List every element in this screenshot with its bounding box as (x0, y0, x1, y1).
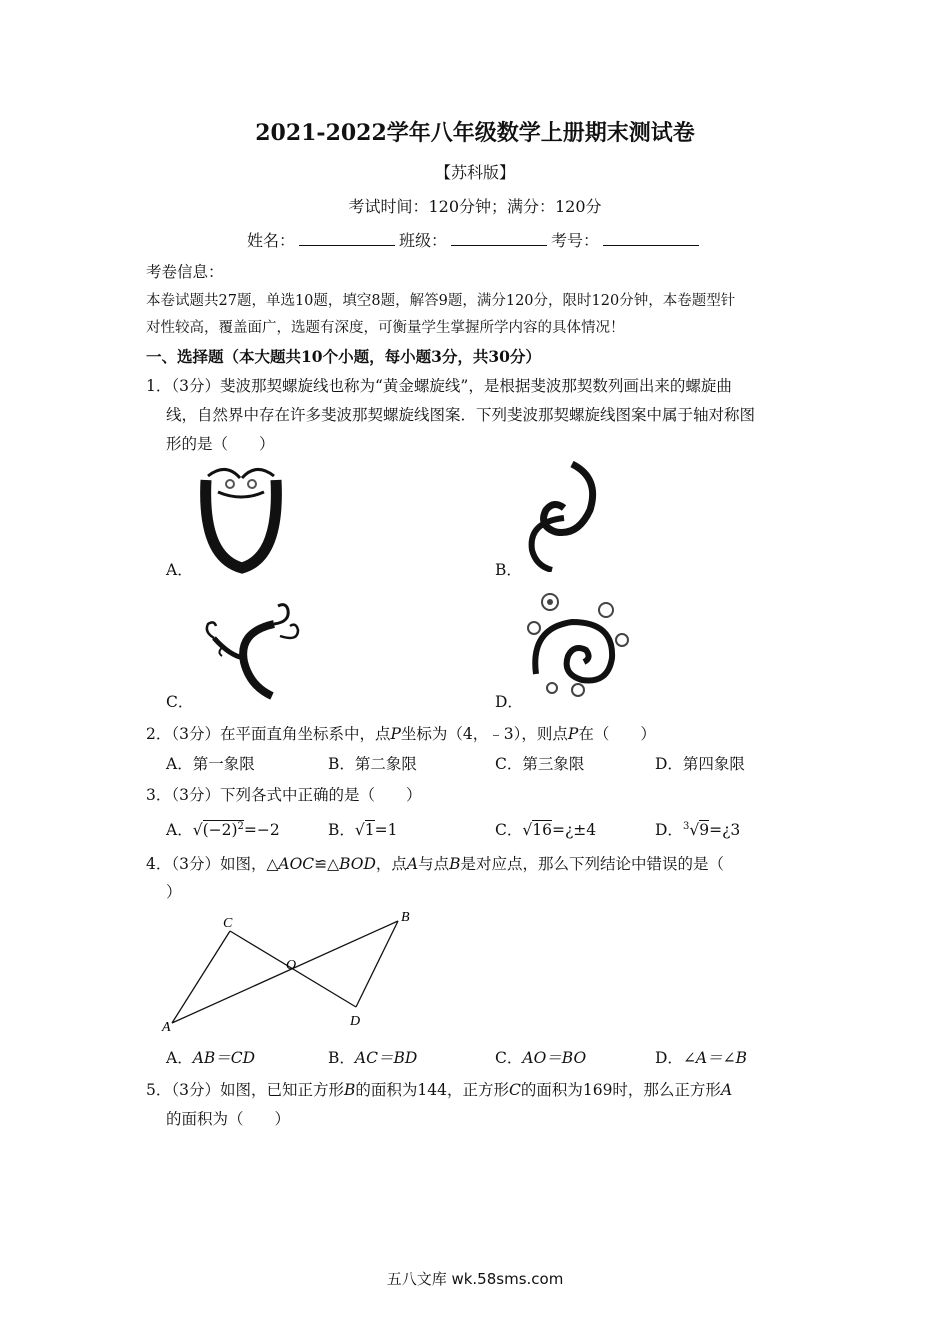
q3-option-c[interactable] (495, 818, 596, 840)
q4-option-a-label: A． (166, 1049, 193, 1067)
q1-figure-a (196, 462, 286, 574)
q4-option-b-expr: AC＝BD (354, 1049, 418, 1067)
id-field[interactable] (603, 231, 699, 246)
radical-sign: √ (689, 821, 700, 839)
q5-square-a: A (720, 1081, 733, 1099)
q4-stem-pre: 4．（3分）如图，△ (146, 855, 279, 873)
q4-stem-mid2: 与点 (418, 855, 450, 873)
q4-option-d[interactable] (655, 1046, 747, 1068)
q1-line-3: 形的是（ ） (166, 435, 275, 453)
q2-option-d[interactable]: D．第四象限 (655, 755, 745, 773)
q2-var-p1: P (390, 725, 401, 743)
id-label: 考号： (551, 231, 600, 250)
q1-figure-d (522, 588, 634, 700)
q5-square-b: B (343, 1081, 356, 1099)
info-line-1: 本卷试题共27题，单选10题，填空8题，解答9题，满分120分，限时120分钟，本卷题型针 (146, 293, 736, 309)
label-a: A (162, 1020, 171, 1035)
q5-stem-mid1: 的面积为144，正方形 (355, 1081, 509, 1099)
segment-ab (172, 921, 398, 1023)
q3-option-d[interactable] (655, 818, 740, 840)
q4-option-d-expr: ∠A＝∠B (682, 1049, 747, 1067)
q2-stem-post: 在（ ） (578, 725, 656, 743)
name-label: 姓名： (246, 231, 295, 250)
q4-triangle-bod: BOD (339, 855, 376, 873)
q5-square-c: C (508, 1081, 521, 1099)
q1-figure-c (194, 596, 306, 702)
q2-option-c[interactable]: C．第三象限 (495, 755, 585, 773)
q3-option-a[interactable] (166, 818, 280, 840)
q5-stem-line-2: 的面积为（ ） (166, 1110, 291, 1128)
q4-option-b-label: B． (328, 1049, 355, 1067)
q4-congruent-sign: ≌△ (314, 855, 340, 873)
label-o: O (286, 958, 297, 973)
q3-option-b-rhs: =1 (374, 821, 398, 839)
q3-option-b[interactable] (328, 818, 398, 840)
q3-option-a-label: A． (166, 821, 193, 839)
q2-stem-pre: 2．（3分）在平面直角坐标系中，点 (146, 725, 391, 743)
q1-option-b[interactable]: B． (495, 561, 522, 579)
q4-option-a-expr: AB＝CD (192, 1049, 256, 1067)
q3-option-a-radicand (203, 820, 244, 839)
class-field[interactable] (451, 231, 547, 246)
q2-option-a[interactable]: A．第一象限 (166, 755, 255, 773)
q4-option-d-label: D． (655, 1049, 683, 1067)
q4-option-b[interactable] (328, 1046, 417, 1068)
student-info-line (0, 228, 950, 251)
q4-option-c-expr: AO＝BO (522, 1049, 587, 1067)
q5-stem-mid2: 的面积为169时，那么正方形 (520, 1081, 721, 1099)
radical-sign: √ (354, 821, 365, 839)
edition-label: 【苏科版】 (434, 163, 515, 182)
q4-stem-post: 是对应点，那么下列结论中错误的是（ (460, 855, 725, 873)
q1-line-2: 线，自然界中存在许多斐波那契螺旋线图案．下列斐波那契螺旋线图案中属于轴对称图 (166, 406, 756, 424)
q1-option-a[interactable]: A． (166, 561, 193, 579)
class-label: 班级： (398, 231, 447, 250)
q3-option-a-base: (−2) (202, 821, 238, 839)
q3-option-d-label: D． (655, 821, 683, 839)
info-heading: 考卷信息： (146, 263, 224, 281)
exam-time: 考试时间：120分钟；满分：120分 (348, 197, 602, 216)
q3-option-d-radicand: 9 (699, 821, 710, 839)
label-c: C (223, 916, 233, 931)
q4-stem-line-1 (146, 852, 724, 874)
q1-option-c[interactable]: C． (166, 693, 194, 711)
q3-option-a-rhs: =−2 (243, 821, 280, 839)
label-d: D (350, 1014, 361, 1029)
q2-var-p2: P (567, 725, 579, 743)
q4-stem-line-2: ） (166, 883, 182, 901)
q3-option-c-radicand: 16 (532, 821, 552, 839)
segment-bd (356, 921, 398, 1007)
radical-sign: √ (522, 821, 533, 839)
q2-stem (146, 722, 656, 744)
page-title: 2021-2022学年八年级数学上册期末测试卷 (255, 120, 695, 146)
q4-option-c[interactable] (495, 1046, 586, 1068)
q5-stem-line-1 (146, 1078, 732, 1100)
q3-option-a-exponent: 2 (237, 820, 244, 832)
q3-option-c-label: C． (495, 821, 523, 839)
label-b: B (401, 910, 410, 925)
q4-triangle-aoc: AOC (278, 855, 315, 873)
q3-option-b-radicand: 1 (364, 821, 375, 839)
q4-option-c-label: C． (495, 1049, 523, 1067)
q3-stem: 3．（3分）下列各式中正确的是（ ） (146, 786, 422, 804)
section-heading-1: 一、选择题（本大题共10个小题，每小题3分，共30分） (146, 347, 541, 366)
info-line-2: 对性较高，覆盖面广，选题有深度，可衡量学生掌握所学内容的具体情况！ (146, 320, 625, 336)
q4-option-a[interactable] (166, 1046, 255, 1068)
q4-point-a: A (406, 855, 419, 873)
name-field[interactable] (299, 231, 395, 246)
q2-option-b[interactable]: B．第二象限 (328, 755, 417, 773)
q3-option-d-rhs: =¿3 (709, 821, 741, 839)
q4-point-b: B (449, 855, 461, 873)
q3-option-d-index: 3 (682, 820, 690, 832)
footer-watermark: 五八文库 wk.58sms.com (386, 1270, 564, 1288)
q3-option-b-label: B． (328, 821, 355, 839)
q3-option-c-rhs: =¿±4 (552, 821, 597, 839)
q4-stem-mid1: ，点 (375, 855, 407, 873)
q4-figure (160, 905, 425, 1035)
q2-stem-mid: 坐标为（4，﹣3），则点 (400, 725, 568, 743)
radical-sign: √ (192, 821, 203, 839)
q1-figure-b (520, 460, 606, 572)
q5-stem-pre: 5．（3分）如图，已知正方形 (146, 1081, 344, 1099)
q1-option-d[interactable]: D． (495, 693, 523, 711)
q1-line-1: 1．（3分）斐波那契螺旋线也称为“黄金螺旋线”，是根据斐波那契数列画出来的螺旋曲 (146, 377, 732, 395)
